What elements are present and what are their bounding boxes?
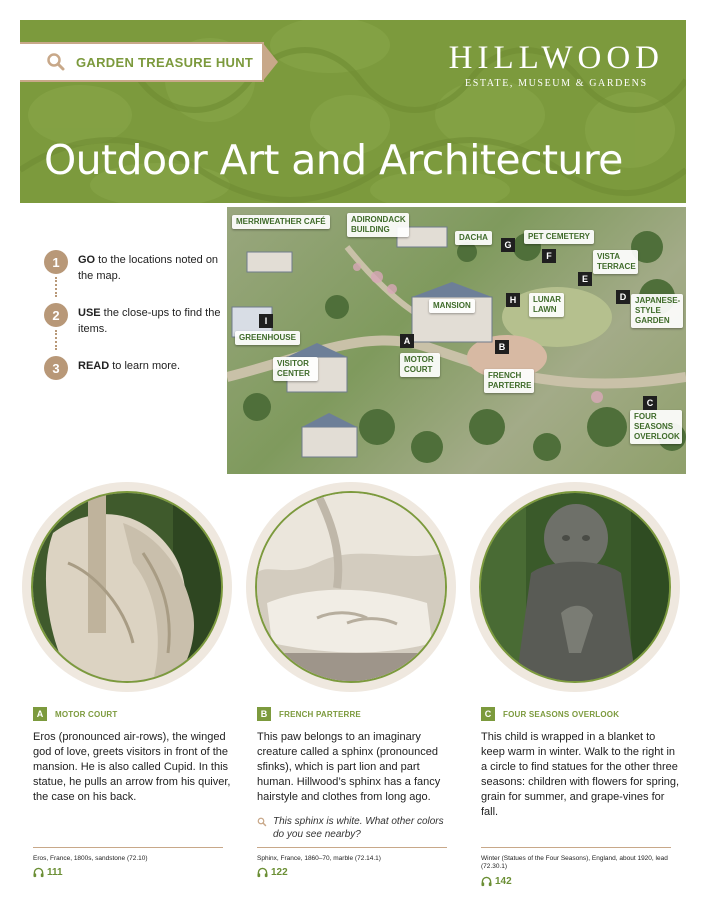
map-label-greenhouse: GREENHOUSE xyxy=(235,331,300,345)
map-label-french-parterre: FRENCH PARTERRE xyxy=(484,369,534,393)
letter-badge: C xyxy=(481,707,495,721)
photo-frame-sphinx xyxy=(246,482,456,692)
step-number: 3 xyxy=(44,356,68,380)
estate-map xyxy=(227,207,686,474)
map-label-motor-court: MOTOR COURT xyxy=(400,353,440,377)
step-2 xyxy=(44,303,224,337)
credit-line: Eros, France, 1800s, sandstone (72.10) xyxy=(33,855,148,862)
divider xyxy=(481,847,671,848)
map-marker-g: G xyxy=(501,238,515,252)
item-b-section xyxy=(257,706,457,841)
letter-badge: A xyxy=(33,707,47,721)
brand-tagline: ESTATE, MUSEUM & GARDENS xyxy=(465,78,648,89)
step-connector xyxy=(55,330,57,350)
map-label-lunar-lawn: LUNAR LAWN xyxy=(529,293,564,317)
tab-label: GARDEN TREASURE HUNT xyxy=(76,54,254,70)
step-number: 2 xyxy=(44,303,68,327)
item-b-heading xyxy=(257,706,457,722)
credit-line: Winter (Statues of the Four Seasons), England, about 1920, lead (72.30.1) xyxy=(481,855,668,870)
map-marker-a: A xyxy=(400,334,414,348)
map-label-four-seasons-overlook: FOUR SEASONS OVERLOOK xyxy=(630,410,682,444)
map-marker-b: B xyxy=(495,340,509,354)
map-label-japanese-style-garden: JAPANESE-STYLE GARDEN xyxy=(631,294,683,328)
map-label-dacha: DACHA xyxy=(455,231,492,245)
step-3 xyxy=(44,356,224,380)
headphones-icon xyxy=(481,876,492,887)
treasure-hunt-tab xyxy=(20,42,264,82)
audio-number: 122 xyxy=(271,867,288,878)
map-label-adirondack-building: ADIRONDACK BUILDING xyxy=(347,213,409,237)
page-title: Outdoor Art and Architecture xyxy=(44,136,623,184)
map-marker-i: I xyxy=(259,314,273,328)
instructions-list xyxy=(44,250,224,399)
photo-frame-winter xyxy=(470,482,680,692)
divider xyxy=(33,847,223,848)
header-banner xyxy=(20,20,686,203)
audio-number: 111 xyxy=(47,867,63,878)
audio-tour-stop xyxy=(33,867,63,878)
item-a-section xyxy=(33,706,233,805)
divider xyxy=(257,847,447,848)
credit-line: Sphinx, France, 1860–70, marble (72.14.1) xyxy=(257,855,381,862)
step-connector xyxy=(55,277,57,297)
item-title: FRENCH PARTERRE xyxy=(279,709,361,719)
step-text: READ to learn more. xyxy=(78,360,181,372)
map-marker-h: H xyxy=(506,293,520,307)
item-title: FOUR SEASONS OVERLOOK xyxy=(503,709,620,719)
headphones-icon xyxy=(33,867,44,878)
item-description: This paw belongs to an imaginary creature called a sphinx (pronounced sfinks), which is part lion and part human. Hillwood’s sphinx has a fancy hairstyle and clothes from long ago. xyxy=(257,731,441,803)
map-marker-d: D xyxy=(616,290,630,304)
map-label-merriweather-cafe: MERRIWEATHER CAFÉ xyxy=(232,215,330,229)
photo-frame-eros xyxy=(22,482,232,692)
headphones-icon xyxy=(257,867,268,878)
eros-statue-photo xyxy=(31,491,223,683)
hillwood-logo xyxy=(449,40,664,89)
map-label-vista-terrace: VISTA TERRACE xyxy=(593,250,638,274)
map-label-mansion: MANSION xyxy=(429,299,475,313)
hint-text: This sphinx is white. What other colors do you see nearby? xyxy=(273,816,444,840)
item-description: Eros (pronounced air-rows), the winged god of love, greets visitors in front of the mansion. He is also called Cupid. In this statue, he pulls an arrow from his quiver, the case on his back. xyxy=(33,731,231,803)
magnifier-icon xyxy=(257,817,267,827)
step-1 xyxy=(44,250,224,284)
item-title: MOTOR COURT xyxy=(55,709,118,719)
item-c-heading xyxy=(481,706,681,722)
magnifier-icon xyxy=(46,52,66,72)
audio-number: 142 xyxy=(495,876,512,887)
step-number: 1 xyxy=(44,250,68,274)
audio-tour-stop xyxy=(257,867,288,878)
winter-statue-photo xyxy=(479,491,671,683)
sphinx-paw-photo xyxy=(255,491,447,683)
step-text: USE the close-ups to find the items. xyxy=(78,307,221,335)
map-label-visitor-center: VISITOR CENTER xyxy=(273,357,318,381)
audio-tour-stop xyxy=(481,876,512,887)
map-marker-c: C xyxy=(643,396,657,410)
map-label-pet-cemetery: PET CEMETERY xyxy=(524,230,594,244)
map-marker-e: E xyxy=(578,272,592,286)
step-text: GO to the locations noted on the map. xyxy=(78,254,219,282)
item-a-heading xyxy=(33,706,233,722)
letter-badge: B xyxy=(257,707,271,721)
brand-name: HILLWOOD xyxy=(448,40,664,76)
map-marker-f: F xyxy=(542,249,556,263)
item-hint xyxy=(257,815,457,841)
item-description: This child is wrapped in a blanket to keep warm in winter. Walk to the right in a circle to find statues for the other three seasons: children with flowers for spring, grain for summer, and grape-vines for fall. xyxy=(481,731,680,818)
item-c-section xyxy=(481,706,681,820)
